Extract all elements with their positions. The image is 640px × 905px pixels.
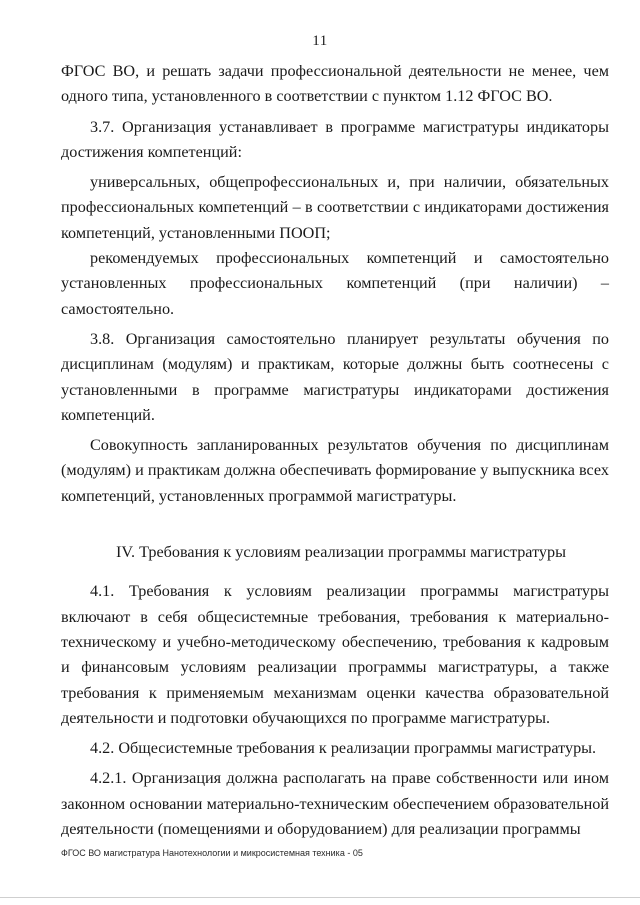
paragraph-4-2-1: 4.2.1. Организация должна располагать на праве собственности или ином законном основании материально-техническим обеспечением образовательной деятельности (помещениями и оборудованием) для реализации программы <box>61 769 609 839</box>
paragraph-continuation: ФГОС ВО, и решать задачи профессиональной деятельности не менее, чем одного типа, установленного в соответствии с пунктом 1.12 ФГОС ВО. <box>61 62 609 106</box>
section-heading: IV. Требования к условиям реализации программы магистратуры <box>116 543 566 562</box>
paragraph-recommended-competencies: рекомендуемых профессиональных компетенций и самостоятельно установленных профессиональных компетенций (при наличии) – самостоятельно. <box>61 249 609 318</box>
paragraph-universal-competencies: универсальных, общепрофессиональных и, при наличии, обязательных профессиональных компетенций – в соответствии с индикаторами достижения компетенций, установленными ПООП; <box>61 173 609 242</box>
page-number: 11 <box>312 33 328 49</box>
paragraph-4-1: 4.1. Требования к условиям реализации программы магистратуры включают в себя общесистемные требования, требования к материально-техническому и учебно-методическому обеспечению, требования к кадровым и финансовым условиям реализации программы магистратуры, а также требования к применяемым механизмам оценки качества образовательной деятельности и подготовки обучающихся по программе магистратуры. <box>61 582 609 727</box>
document-body <box>61 59 609 842</box>
paragraph-4-2: 4.2. Общесистемные требования к реализации программы магистратуры. <box>90 739 597 758</box>
paragraph-3-8: 3.8. Организация самостоятельно планирует результаты обучения по дисциплинам (модулям) и практикам, которые должны быть соотнесены с установленными в программе магистратуры индикаторами достижения компетенций. <box>61 329 609 424</box>
page-footer: ФГОС ВО магистратура Нанотехнологии и микросистемная техника - 05 <box>61 848 363 858</box>
scan-edge-line <box>0 897 640 898</box>
paragraph-learning-outcomes: Совокупность запланированных результатов обучения по дисциплинам (модулям) и практикам должна обеспечивать формирование у выпускника всех компетенций, установленных программой магистратуры. <box>61 436 609 505</box>
paragraph-3-7: 3.7. Организация устанавливает в программе магистратуры индикаторы достижения компетенций: <box>61 117 609 161</box>
